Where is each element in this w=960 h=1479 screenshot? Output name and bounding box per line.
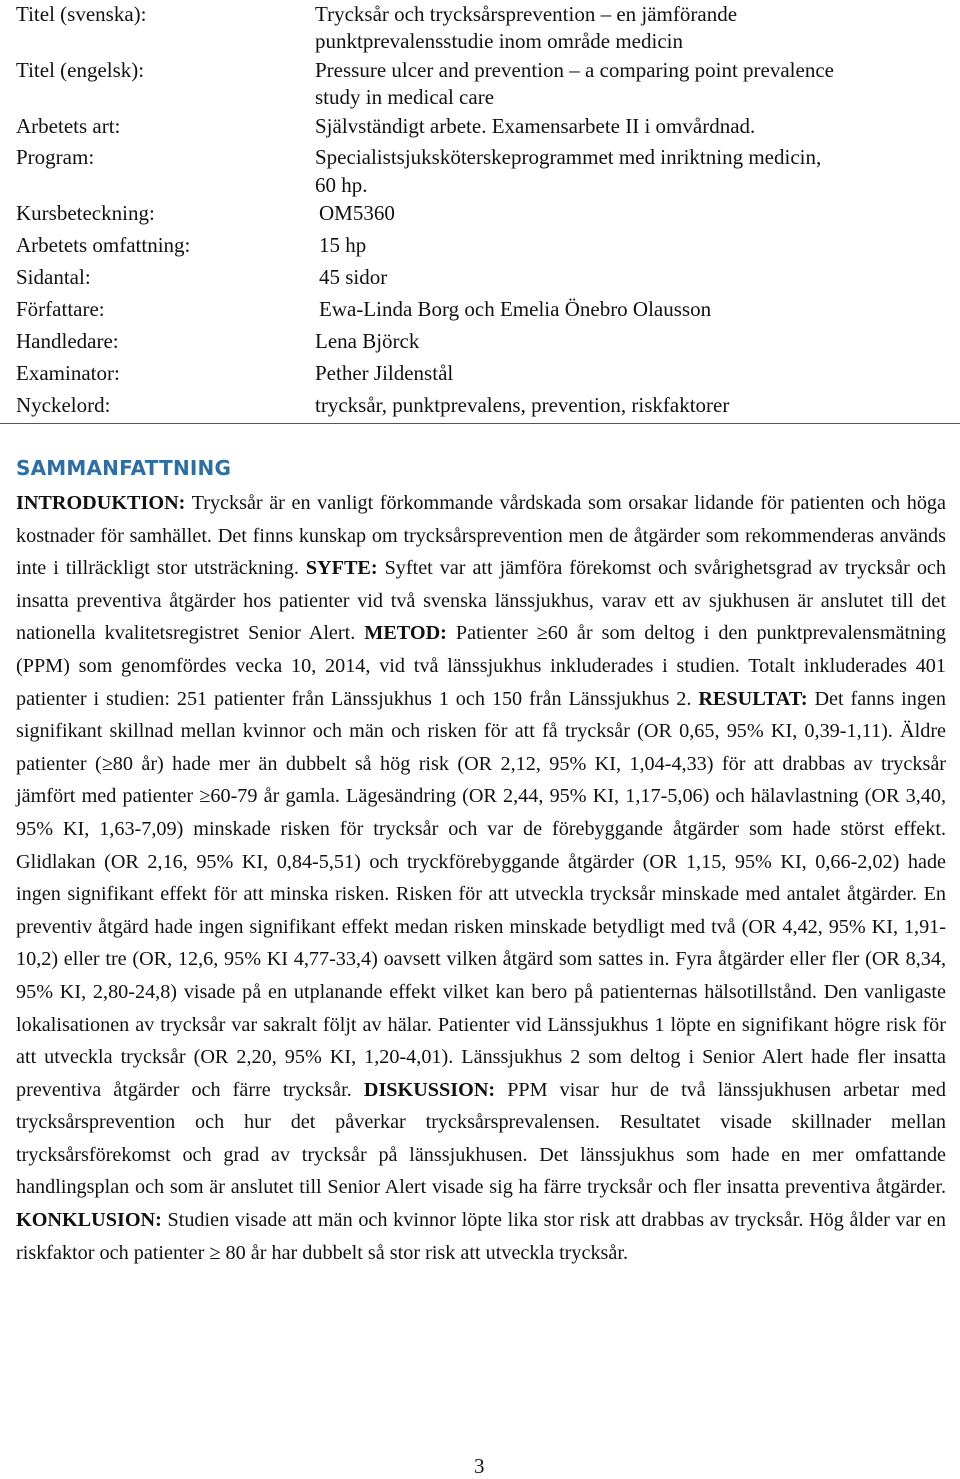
meta-label: Titel (engelsk): [16, 58, 145, 82]
meta-value: punktprevalensstudie inom område medicin [315, 29, 683, 53]
section-label-introduction: INTRODUKTION: [16, 492, 186, 514]
section-label-results: RESULTAT: [698, 687, 808, 710]
meta-value: Självständigt arbete. Examensarbete II i omvårdnad. [315, 114, 756, 138]
divider [0, 423, 960, 424]
summary-text: PPM visar hur de två länssjukhusen arbetar med trycksårsprevention och hur det påverkar trycksårsprevalensen. Resultatet visade skillnader mellan trycksårsförekomst och grad av trycksår på länssjukhusen. Det länssjukhus som hade en mer omfattande handlingsplan och som är anslutet till Senior Alert visade sig ha färre trycksår och fler insatta preventiva åtgärder. [16, 1078, 946, 1199]
meta-value: Ewa-Linda Borg och Emelia Önebro Olausson [319, 297, 712, 321]
meta-label: Nyckelord: [16, 393, 111, 417]
section-label-method: METOD: [364, 622, 447, 645]
meta-value: Specialistsjuksköterskeprogrammet med inriktning medicin, [315, 145, 822, 169]
meta-label: Kursbeteckning: [16, 201, 155, 225]
meta-value: trycksår, punktprevalens, prevention, riskfaktorer [315, 393, 730, 417]
meta-value: Pether Jildenstål [315, 361, 454, 385]
meta-label: Arbetets omfattning: [16, 233, 191, 257]
meta-label: Arbetets art: [16, 114, 121, 138]
section-label-discussion: DISKUSSION: [363, 1078, 496, 1101]
meta-value: Lena Björck [315, 329, 420, 353]
meta-value: Pressure ulcer and prevention – a comparing point prevalence [315, 58, 834, 82]
section-label-aim: SYFTE: [305, 557, 378, 580]
meta-value: 60 hp. [315, 173, 368, 197]
summary-body [16, 487, 946, 1269]
summary-text: Det fanns ingen signifikant skillnad mellan kvinnor och män och risken för att få trycksår (OR 0,65, 95% KI, 0,39-1,11). Äldre patienter (≥80 år) hade mer än dubbelt så hög risk (OR 2,12, 95% KI, 1,04-4,33) för att drabbas av trycksår jämfört med patienter ≥60-79 år gamla. Lägesändring (OR 2,44, 95% KI, 1,17-5,06) och hälavlastning (OR 3,40, 95% KI, 1,63-7,09) minskade risken för trycksår och var de förebyggande åtgärder som hade störst effekt. Glidlakan (OR 2,16, 95% KI, 0,84-5,51) och tryckförebyggande åtgärder (OR 1,15, 95% KI, 0,66-2,02) hade ingen signifikant effekt för att minska risken. Risken för att utveckla trycksår minskade med antalet åtgärder. En preventiv åtgärd hade ingen signifikant effekt medan risken minskade betydligt med två (OR 4,42, 95% KI, 1,91-10,2) eller tre (OR, 12,6, 95% KI 4,77-33,4) oavsett vilken åtgärd som sattes in. Fyra åtgärder eller fler (OR 8,34, 95% KI, 2,80-24,8) visade på en utplanande effekt vilket kan bero på patienternas hälsotillstånd. Den vanligaste lokalisationen av trycksår var sakralt följt av hälar. Patienter vid Länssjukhus 1 löpte en signifikant högre risk för att utveckla trycksår (OR 2,20, 95% KI, 1,20-4,01). Länssjukhus 2 som deltog i Senior Alert hade fler insatta preventiva åtgärder och färre trycksår. [16, 687, 946, 1101]
meta-value: Trycksår och trycksårsprevention – en jämförande [315, 2, 738, 26]
meta-label: Författare: [16, 297, 105, 321]
summary-text: Studien visade att män och kvinnor löpte lika stor risk att drabbas av trycksår. Hög ålder var en riskfaktor och patienter ≥ 80 år har dubbelt så stor risk att utveckla trycksår. [16, 1209, 946, 1264]
summary-text: Trycksår är en vanligt förkommande vårdskada som orsakar lidande för patienten och höga kostnader för samhället. Det finns kunskap om trycksårsprevention men de åtgärder som rekommenderas används inte i tillräckligt stor utsträckning. [16, 492, 946, 580]
section-label-conclusion: KONKLUSION: [16, 1209, 162, 1232]
summary-text: Patienter ≥60 år som deltog i den punktprevalensmätning (PPM) som genomfördes vecka 10, 2014, vid två länssjukhus inkluderades i studien. Totalt inkluderades 401 patienter i studien: 251 patienter från Länssjukhus 1 och 150 från Länssjukhus 2. [16, 622, 946, 710]
meta-value: 15 hp [319, 233, 367, 257]
meta-value: study in medical care [315, 85, 495, 109]
summary-heading: SAMMANFATTNING [16, 456, 232, 480]
page-number: 3 [474, 1454, 485, 1478]
meta-value: 45 sidor [319, 265, 388, 289]
meta-label: Titel (svenska): [16, 2, 147, 26]
meta-label: Sidantal: [16, 265, 91, 289]
summary-text: Syftet var att jämföra förekomst och svårighetsgrad av trycksår och insatta preventiva åtgärder hos patienter vid två svenska länssjukhus, varav ett av sjukhusen är anslutet till det nationella kvalitetsregistret Senior Alert. [16, 557, 946, 645]
meta-label: Handledare: [16, 329, 119, 353]
meta-label: Program: [16, 145, 95, 169]
meta-label: Examinator: [16, 361, 120, 385]
meta-value: OM5360 [319, 201, 395, 225]
